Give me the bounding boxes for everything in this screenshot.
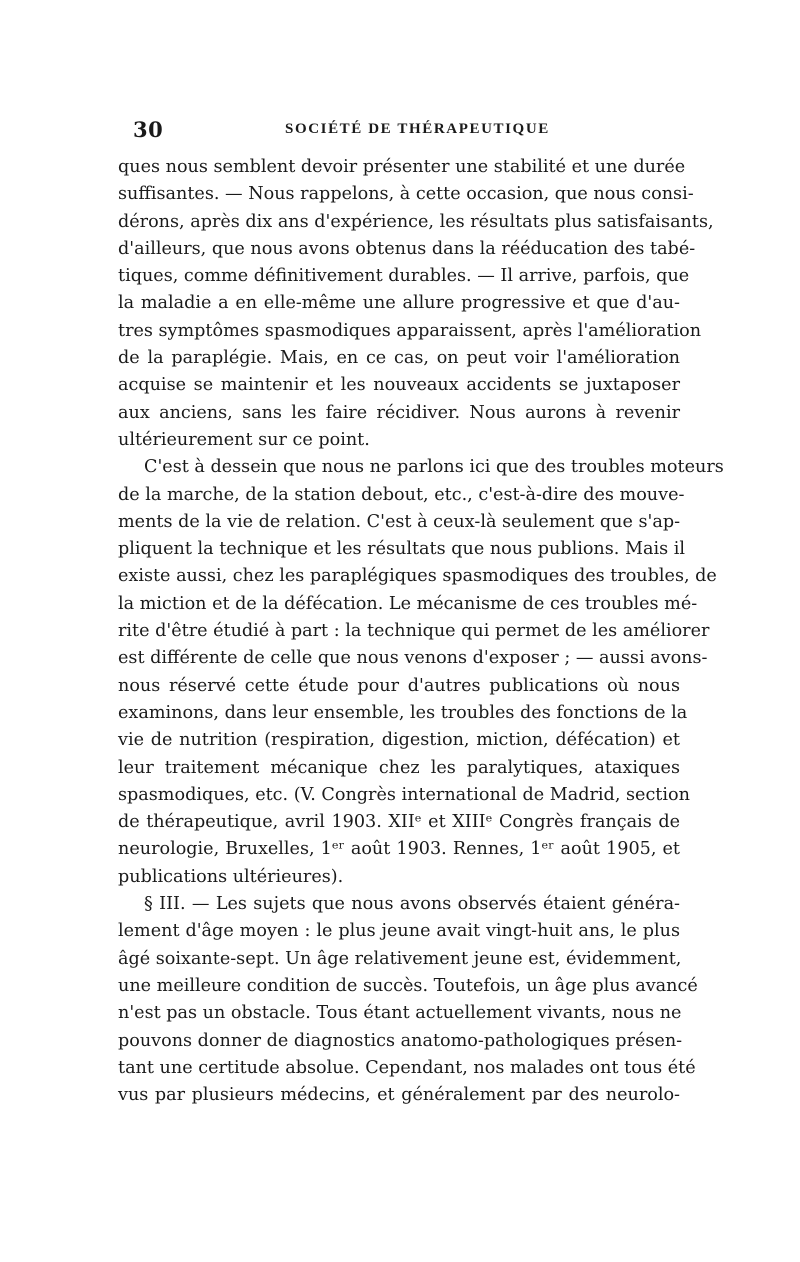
text-line: neurologie, Bruxelles, 1ᵉʳ août 1903. Rennes, 1ᵉʳ août 1905, et [118, 839, 680, 860]
text-line: est différente de celle que nous venons d'exposer ; — aussi avons- [118, 648, 708, 669]
text-line: vie de nutrition (respiration, digestion, miction, défécation) et [118, 730, 680, 751]
text-line: pliquent la technique et les résultats que nous publions. Mais il [118, 539, 685, 560]
text-line: de la paraplégie. Mais, en ce cas, on peut voir l'amélioration [118, 348, 680, 369]
text-line: rite d'être étudié à part : la technique qui permet de les améliorer [118, 621, 710, 642]
paragraph-start-line: C'est à dessein que nous ne parlons ici que des troubles moteurs [144, 457, 724, 478]
text-line: spasmodiques, etc. (V. Congrès international de Madrid, section [118, 784, 690, 805]
text-line: examinons, dans leur ensemble, les troubles des fonctions de la [118, 702, 688, 723]
text-line: ments de la vie de relation. C'est à ceux-là seulement que s'ap- [118, 511, 681, 532]
text-line: publications ultérieures). [118, 866, 344, 887]
text-line: leur traitement mécanique chez les paralytiques, ataxiques [118, 757, 680, 778]
text-line: ques nous semblent devoir présenter une stabilité et une durée [118, 157, 686, 177]
text-line: aux anciens, sans les faire récidiver. Nous aurons à revenir [118, 402, 680, 423]
text-line: suffisantes. — Nous rappelons, à cette occasion, que nous consi- [118, 184, 694, 205]
text-line: de la marche, de la station debout, etc., c'est-à-dire des mouve- [118, 484, 685, 505]
text-line: tant une certitude absolue. Cependant, nos malades ont tous été [118, 1057, 696, 1078]
text-line: âgé soixante-sept. Un âge relativement jeune est, évidemment, [118, 948, 682, 969]
paragraph-start-line: § III. — Les sujets que nous avons observés étaient généra- [144, 894, 680, 915]
text-line: une meilleure condition de succès. Toutefois, un âge plus avancé [118, 975, 698, 996]
running-title: SOCIÉTÉ DE THÉRAPEUTIQUE [285, 121, 550, 137]
text-line: nous réservé cette étude pour d'autres publications où nous [118, 675, 680, 696]
text-line: tres symptômes spasmodiques apparaissent, après l'amélioration [118, 320, 702, 341]
text-line: vus par plusieurs médecins, et généralement par des neurolo- [118, 1085, 680, 1106]
text-line: de thérapeutique, avril 1903. XIIᵉ et XIIIᵉ Congrès français de [118, 812, 680, 833]
text-line: la miction et de la défécation. Le mécanisme de ces troubles mé- [118, 593, 698, 614]
page-header [133, 117, 681, 141]
text-line: la maladie a en elle-même une allure progressive et que d'au- [118, 293, 680, 314]
text-line: tiques, comme définitivement durables. — Il arrive, parfois, que [118, 266, 690, 287]
text-line: lement d'âge moyen : le plus jeune avait vingt-huit ans, le plus [118, 921, 680, 942]
text-line: dérons, après dix ans d'expérience, les résultats plus satisfaisants, [118, 211, 714, 232]
text-line: ultérieurement sur ce point. [118, 429, 370, 450]
text-line: existe aussi, chez les paraplégiques spasmodiques des troubles, de [118, 566, 717, 587]
text-line: acquise se maintenir et les nouveaux accidents se juxtaposer [118, 375, 680, 396]
body-text [118, 154, 724, 1109]
text-line: pouvons donner de diagnostics anatomo-pathologiques présen- [118, 1030, 683, 1051]
text-line: n'est pas un obstacle. Tous étant actuellement vivants, nous ne [118, 1003, 682, 1024]
text-line: d'ailleurs, que nous avons obtenus dans la rééducation des tabé- [118, 238, 696, 259]
page-number: 30 [133, 117, 164, 142]
